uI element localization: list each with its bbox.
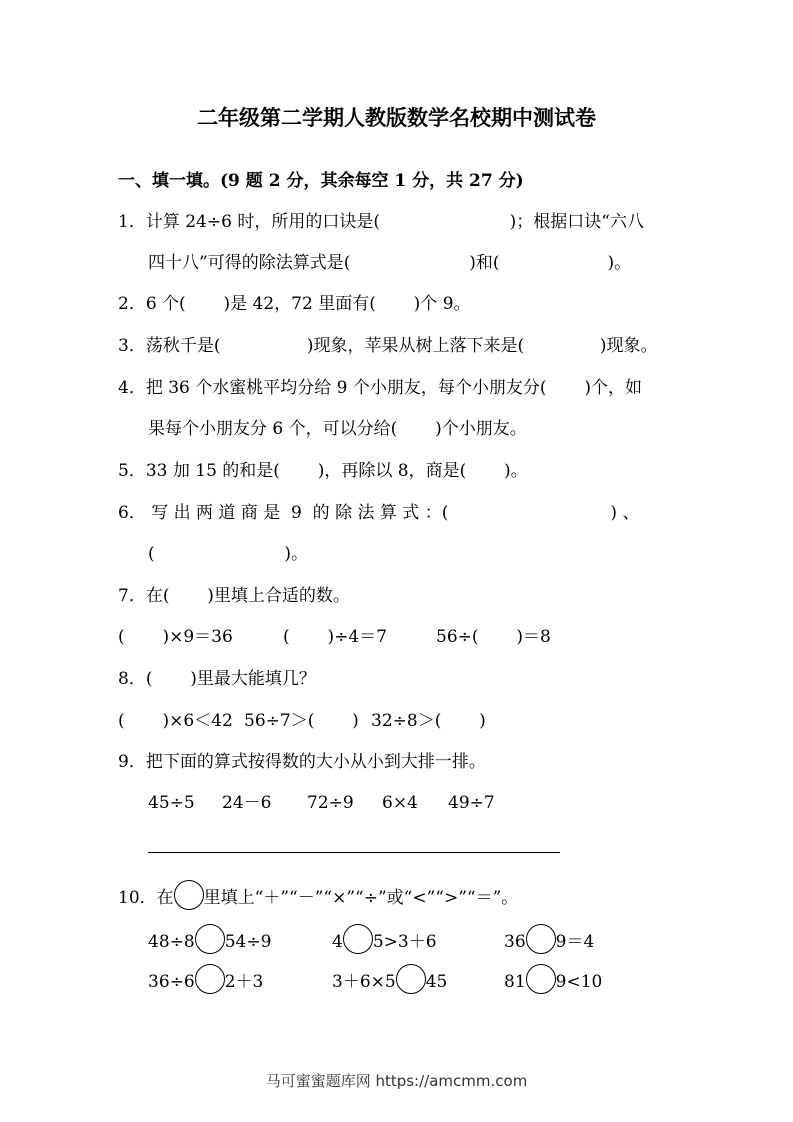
question-1-line-2: 四十八”可得的除法算式是( )和( )。 [148, 253, 632, 273]
question-7-prompt: 7．在( )里填上合适的数。 [118, 586, 350, 606]
expression-left: 36 [504, 932, 526, 952]
question-9-expression: 6×4 [382, 793, 418, 813]
answer-circle [174, 880, 204, 910]
question-6-line-1: 6． 写 出 两 道 商 是 9 的 除 法 算 式 ：( ) 、 [118, 503, 640, 523]
question-4-line-2: 果每个小朋友分 6 个，可以分给( )个小朋友。 [148, 419, 527, 439]
expression-right: 45 [425, 972, 448, 992]
question-5: 5．33 加 15 的和是( )，再除以 8，商是( )。 [118, 461, 528, 481]
expression-left: 36÷6 [148, 972, 195, 992]
expression-left: 3＋6×5 [332, 972, 396, 992]
question-9-expression: 49÷7 [448, 793, 495, 813]
question-8-prompt: 8．( )里最大能填几？ [118, 669, 316, 689]
answer-circle [526, 924, 556, 954]
question-8-item: 32÷8＞( ) [371, 711, 486, 731]
expression-right: 2＋3 [224, 972, 264, 992]
answer-circle [343, 924, 373, 954]
question-7-item: ( )÷4＝7 [283, 627, 387, 647]
expression-left: 48÷8 [148, 932, 195, 952]
answer-circle [396, 964, 426, 994]
question-1-line-1: 1．计算 24÷6 时，所用的口诀是( )；根据口诀“六八 [118, 212, 644, 232]
expression-right: 54÷9 [224, 932, 272, 952]
question-10-item [332, 964, 447, 994]
question-9-expression: 24－6 [222, 793, 272, 813]
question-4-line-1: 4．把 36 个水蜜桃平均分给 9 个小朋友，每个小朋友分( )个，如 [118, 378, 642, 398]
question-7-item: 56÷( )＝8 [436, 627, 551, 647]
question-10-item [148, 964, 263, 994]
expression-right: 5>3＋6 [372, 932, 437, 952]
question-2: 2．6 个( )是 42，72 里面有( )个 9。 [118, 294, 471, 314]
expression-right: 9＝4 [555, 932, 595, 952]
question-10-pre: 10．在 [118, 888, 174, 908]
question-10-item [504, 924, 594, 954]
footer-watermark: 马可蜜蜜题库网 https://amcmm.com [265, 1072, 528, 1090]
section-heading: 一、填一填。(9 题 2 分，其余每空 1 分，共 27 分) [118, 171, 524, 191]
page-title: 二年级第二学期人教版数学名校期中测试卷 [197, 105, 596, 130]
expression-right: 9<10 [555, 972, 603, 992]
question-9-expression: 45÷5 [148, 793, 195, 813]
question-8-item: 56÷7＞( ) [244, 711, 359, 731]
answer-line [148, 852, 560, 853]
question-10-post: 里填上“＋”“－”“×”“÷”或“<”“>”“＝”。 [203, 888, 519, 908]
answer-circle [195, 924, 225, 954]
question-9-prompt: 9．把下面的算式按得数的大小从小到大排一排。 [118, 752, 486, 772]
expression-left: 81 [504, 972, 526, 992]
question-6-line-2: ( )。 [148, 544, 308, 564]
question-10-item [148, 924, 271, 954]
answer-circle [195, 964, 225, 994]
question-3: 3．荡秋千是( )现象，苹果从树上落下来是( )现象。 [118, 336, 658, 356]
question-9-expression: 72÷9 [307, 793, 354, 813]
question-10-item [332, 924, 437, 954]
answer-circle [526, 964, 556, 994]
question-10-prompt [118, 880, 518, 910]
question-7-item: ( )×9＝36 [118, 627, 233, 647]
question-10-item [504, 964, 602, 994]
expression-left: 4 [332, 932, 343, 952]
question-8-item: ( )×6＜42 [118, 711, 233, 731]
